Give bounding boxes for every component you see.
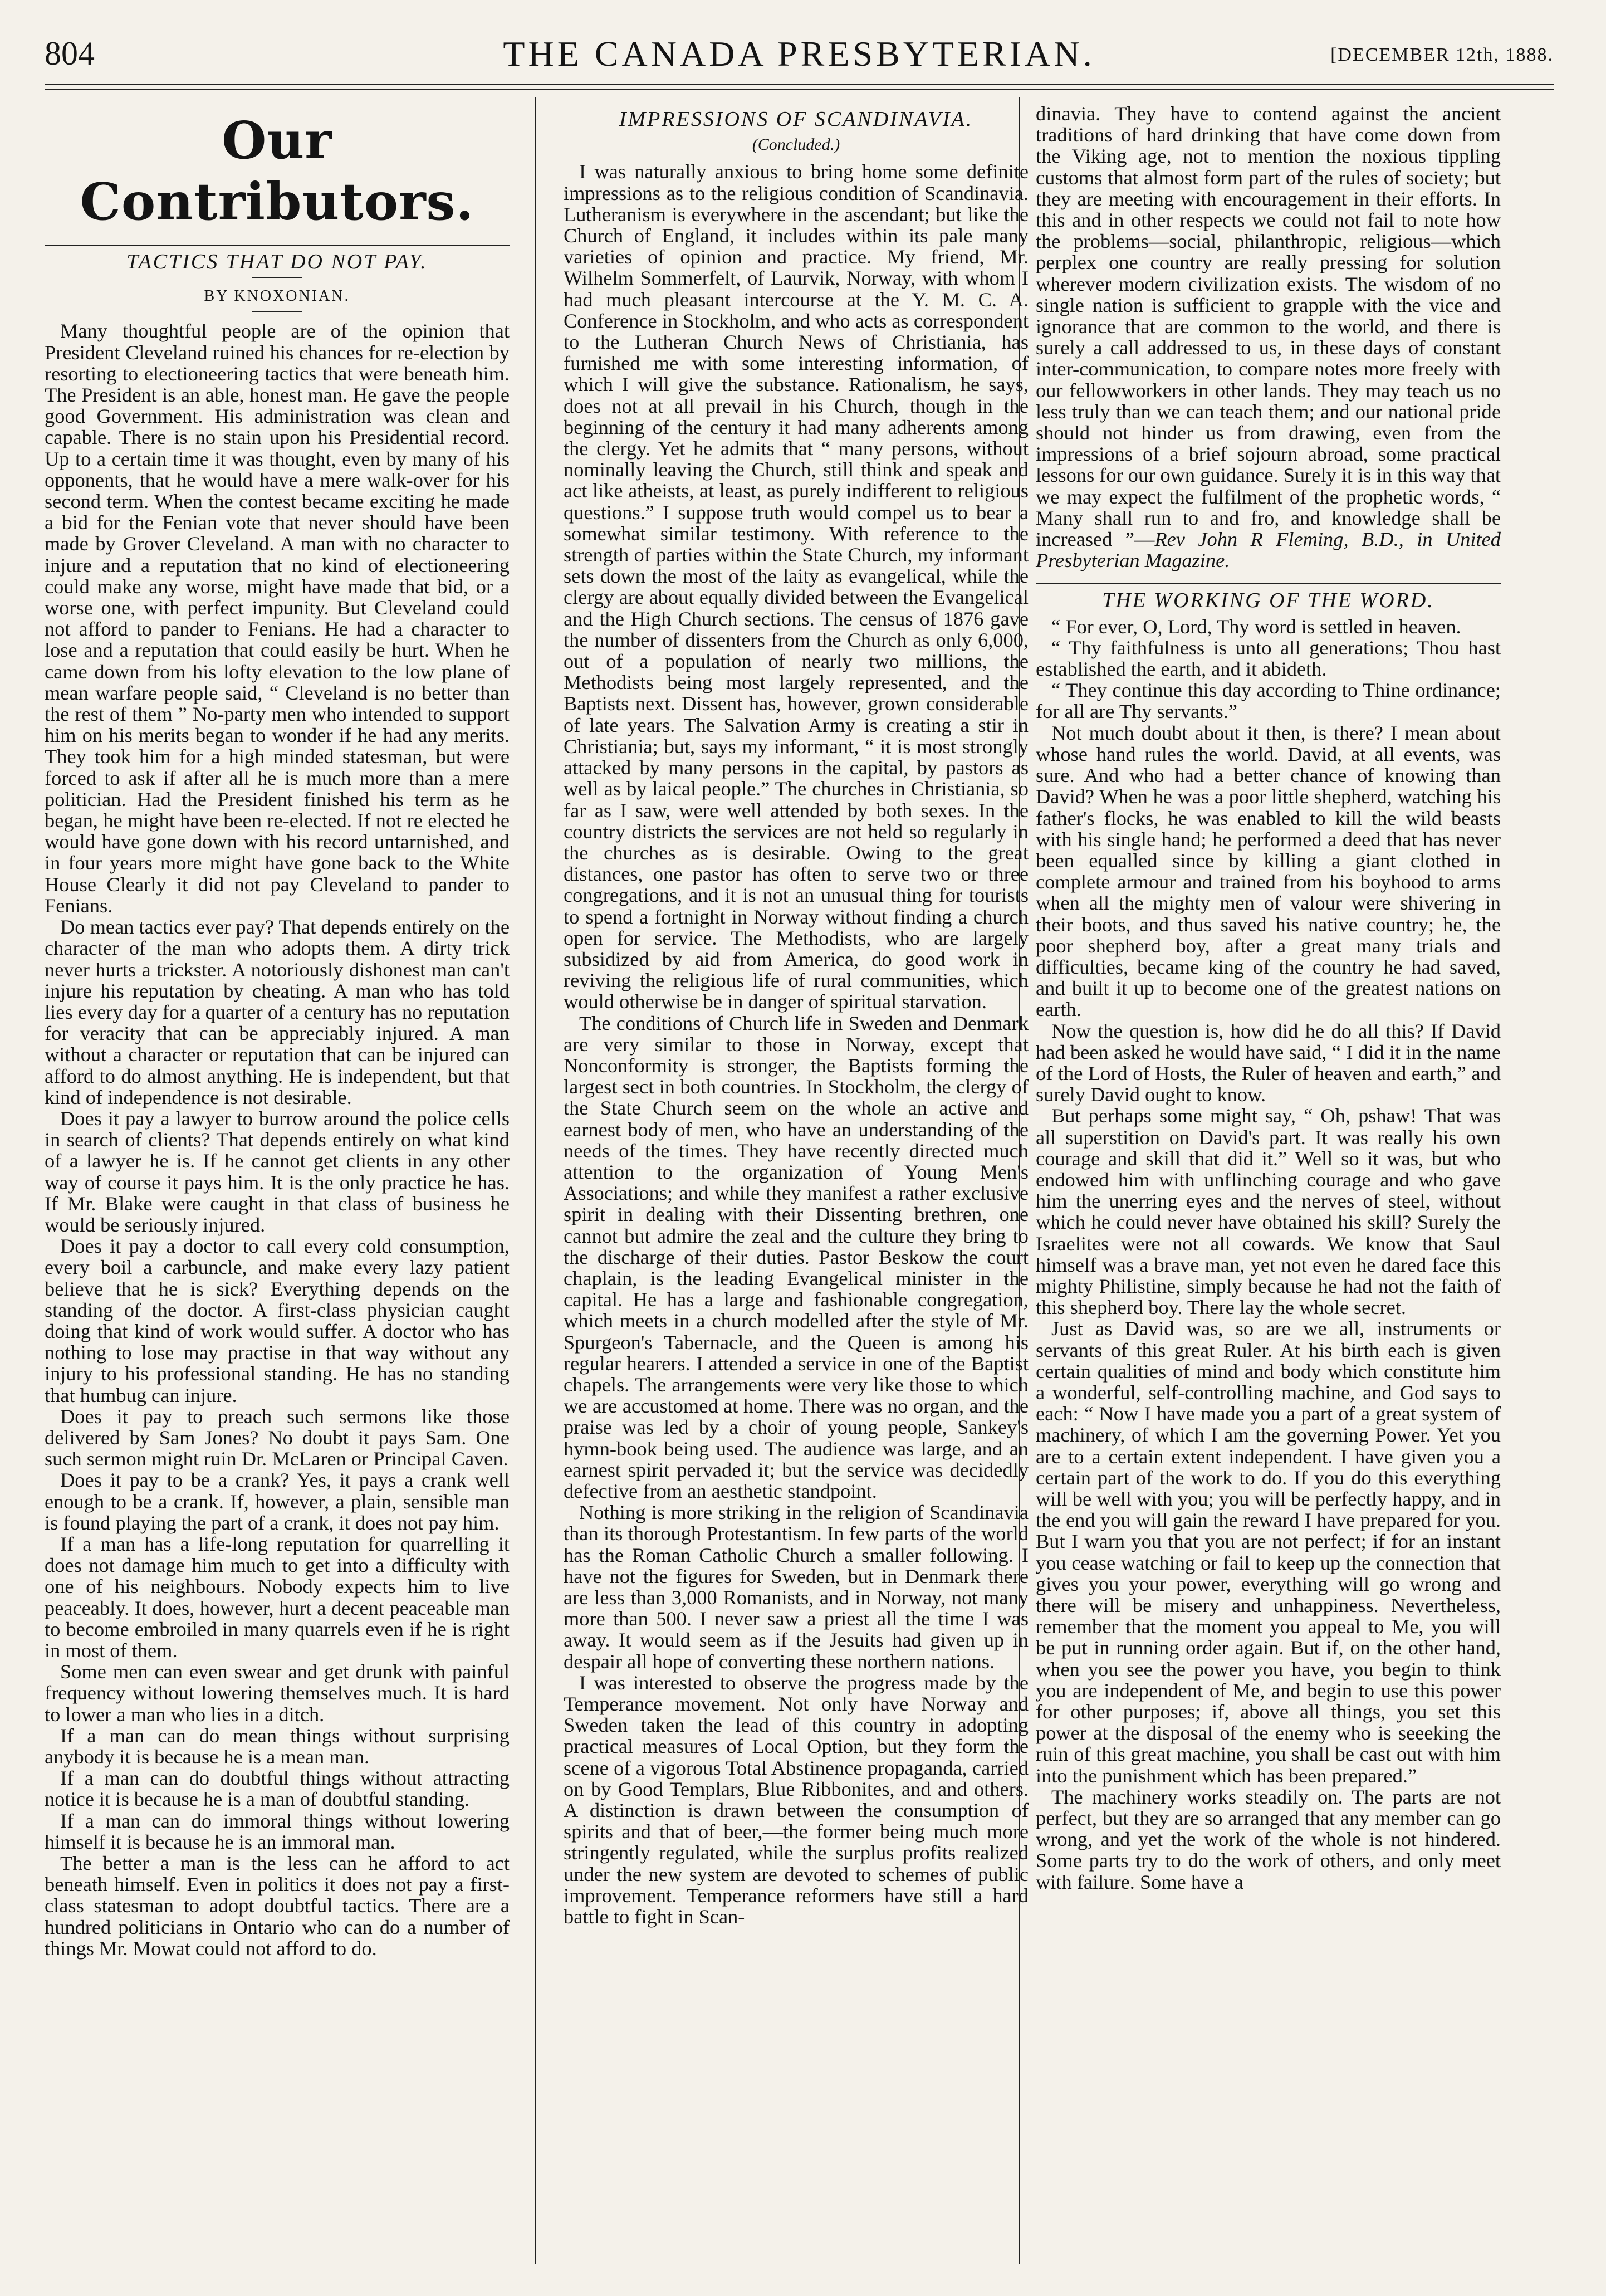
article-paragraph-continued (1036, 103, 1501, 571)
column-divider-1 (535, 97, 536, 2264)
article-paragraph: Now the question is, how did he do all this? If David had been asked he would have said, “ I did it in the name of the Lord of Hosts, the Ruler of heaven and earth,” and surely David ought to know. (1036, 1019, 1501, 1106)
article-paragraph: The better a man is the less can he afford to act beneath himself. Even in politics it does not pay a first-class statesman to adopt doubtful tactics. There are a hundred politicians in Ontario who can do a number of things Mr. Mowat could not afford to do. (45, 1852, 510, 1960)
section-title: Our Contributors. (80, 110, 474, 232)
article-title-scandinavia: IMPRESSIONS OF SCANDINAVIA. (619, 108, 973, 131)
article-title-tactics: TACTICS THAT DO NOT PAY. (126, 250, 428, 273)
article-paragraph: Do mean tactics ever pay? That depends entirely on the character of the man who adopts them. A dirty trick never hurts a trickster. A notoriously dishonest man can't injure his reputation by cheating. A man who has told lies every day for a quarter of a century has no reputation for veracity that can be appreciably injured. A man without a character or reputation that can be injured can afford to do almost anything. He is independent, but that kind of independence is not desirable. (45, 916, 510, 1108)
article-paragraph: I was naturally anxious to bring home some definite impressions as to the religious condition of Scandinavia. Lutheranism is everywhere in the ascendant; but like the Church of England, it includes within its pale many varieties of opinion and practice. My friend, Mr. Wilhelm Sommerfelt, of Laurvik, Norway, with whom I had much pleasant intercourse at the Y. M. C. A. Conference in Stockholm, and who acts as correspondent to the Lutheran Church News of Christiania, has furnished me with some interesting information, of which I will give the substance. Rationalism, he says, does not at all prevail in his Church, though in the beginning of the century it had many adherents among the clergy. Yet he admits that “ many persons, without nominally leaving the Church, still think and speak and act like atheists, at least, as purely indifferent to religious questions.” I suppose truth would compel us to bear a somewhat similar testimony. With reference to the strength of parties within the State Church, my informant sets down the most of the laity as evangelical, while the clergy are about equally divided between the Evangelical and the High Church sections. The census of 1876 gave the number of dissenters from the Church as only 6,000, out of a population of nearly two millions, the Methodists being most largely represented, and the Baptists next. Dissent has, however, grown considerable of late years. The Salvation Army is creating a stir in Christiania; but, says my informant, “ it is most strongly attacked by many persons in the capital, by pastors as well as by laical people.” The churches in Christiania, so far as I saw, were well attended by both sexes. In the country districts the services are not held so regularly in the churches as is desirable. Owing to the great distances, one pastor has often to serve two or three congregations, and it is not an unusual thing for tourists to spend a fortnight in Norway without finding a church open for service. The Methodists, who are largely subsidized by aid from America, do good work in reviving the religious life of rural communities, which would otherwise be in danger of spiritual starvation. (564, 160, 1029, 1013)
article-citation: Rev John R Fleming, B.D., in United Presbyterian Magazine. (1036, 528, 1501, 572)
byline-rule (252, 311, 302, 312)
header-rule (45, 84, 1554, 85)
issue-date: [DECEMBER 12th, 1888. (1330, 45, 1554, 65)
article-paragraph: If a man can do mean things without surprising anybody it is because he is a mean man. (45, 1724, 510, 1769)
article-paragraph: “ For ever, O, Lord, Thy word is settled in heaven. (1051, 615, 1461, 638)
title-rule (252, 277, 302, 278)
header-rule-thin (45, 89, 1554, 90)
continued-text: dinavia. They have to contend against the ancient traditions of hard drinking that have come down from the Viking age, not to mention the noxious tippling customs that almost form part of the rules of society; but they are meeting with encouragement in their efforts. In this and in other respects we could not fail to note how the problems—social, philanthropic, religious—which perplex one country are really pressing for solution wherever modern civilization exists. The wisdom of no single nation is sufficient to grapple with the vice and ignorance that are common to the world, and there is surely a call addressed to us, in these days of constant inter-communication, to compare notes more freely with our fellowworkers in other lands. They may teach us no less truly than we can teach them; and our national pride should not hinder us from drawing, even from the impressions of a brief sojourn abroad, some practical lessons for our own guidance. Surely it is in this way that we may expect the fulfilment of the prophetic words, “ Many shall run to and fro, and knowledge shall be increased ”— (1036, 102, 1501, 551)
article-paragraph: Many thoughtful people are of the opinion that President Cleveland ruined his chances for re-election by resorting to electioneering tactics that were beneath him. The President is an able, honest man. He gave the people good Government. His administration was clean and capable. There is no stain upon his Presidential record. Up to a certain time it was thought, even by many of his opponents, that he would have a mere walk-over for his second term. When the contest became exciting he made a bid for the Fenian vote that never should have been made by Grover Cleveland. A man with no character to injure and a reputation that no kind of electioneering could make any worse, might have made that bid, or a worse one, with perfect impunity. But Cleveland could not afford to pander to Fenians. He had a character to lose and a reputation that could easily be hurt. When he came down from his lofty elevation to the low plane of mean warfare people said, “ Cleveland is no better than the rest of them ” No-party men who intended to support him on his merits began to wonder if he had any merits. They took him for a high minded statesman, but were forced to ask if after all he is much more than a mere politician. Had the President finished his term as he began, he might have been re-elected. If not re elected he would have gone down with his record untarnished, and in four years more might have gone back to the White House Clearly it did not pay Cleveland to pander to Fenians. (45, 320, 510, 917)
article-paragraph: The machinery works steadily on. The parts are not perfect, but they are so arranged that any member can go wrong, and yet the work of the whole is not hindered. Some parts try to do the work of others, and only meet with failure. Some have a (1036, 1785, 1501, 1893)
column-1 (45, 103, 510, 1959)
article-byline: BY KNOXONIAN. (204, 287, 350, 305)
article-separator (1036, 583, 1501, 584)
article-paragraph: Does it pay a lawyer to burrow around the police cells in search of clients? That depends entirely on what kind of a lawyer he is. If he cannot get clients in any other way of course it pays him. It is the only practice he has. If Mr. Blake were caught in that class of business he would be seriously injured. (45, 1107, 510, 1236)
article-paragraph: Does it pay to preach such sermons like those delivered by Sam Jones? No doubt it pays Sam. One such sermon might ruin Dr. McLaren or Principal Caven. (45, 1405, 510, 1471)
masthead-title: THE CANADA PRESBYTERIAN. (503, 34, 1095, 74)
article-paragraph: Does it pay a doctor to call every cold consumption, every boil a carbuncle, and make every lazy patient believe that he is sick? Everything depends on the standing of the doctor. A first-class physician caught doing that kind of work would suffer. A doctor who has nothing to lose may practise in that way without any injury to his professional standing. He has no standing that humbug can injure. (45, 1235, 510, 1406)
article-paragraph: Does it pay to be a crank? Yes, it pays a crank well enough to be a crank. If, however, a plain, sensible man is found playing the part of a crank, it does not pay him. (45, 1469, 510, 1534)
article-paragraph: Not much doubt about it then, is there? I mean about whose hand rules the world. David, at all events, was sure. And who had a better chance of knowing than David? When he was a poor little shepherd, watching his father's flocks, he was enabled to kill the wild beasts with his single hand; he performed a deed that has never been equalled since by killing a giant clothed in complete armour and trained from his boyhood to arms when all the mighty men of valour were shivering in their boots, and thus saved his native country; he, the poor shepherd boy, after a great many trials and difficulties, became king of the country he had saved, and built it up to become one of the greatest nations on earth. (1036, 721, 1501, 1021)
column-2 (564, 103, 1029, 1927)
article-paragraph: “ Thy faithfulness is unto all generations; Thou hast established the earth, and it abideth. (1036, 636, 1501, 681)
article-paragraph: If a man can do doubtful things without attracting notice it is because he is a man of doubtful standing. (45, 1767, 510, 1811)
article-paragraph: I was interested to observe the progress made by the Temperance movement. Not only have Norway and Sweden taken the lead of this country in adopting practical measures of Local Option, but they form the scene of a vigorous Total Abstinence propaganda, carried on by Good Templars, Blue Ribbonites, and and others. A distinction is drawn between the consumption of spirits and that of beer,—the former being much more stringently regulated, while the surplus profits realized under the new system are devoted to schemes of public improvement. Temperance reformers have still a hard battle to fight in Scan- (564, 1671, 1029, 1928)
page-number: 804 (45, 35, 95, 72)
article-paragraph: Nothing is more striking in the religion of Scandinavia than its thorough Protestantism. In few parts of the world has the Roman Catholic Church a smaller following. I have not the figures for Sweden, but in Denmark there are less than 3,000 Romanists, and in Norway, not many more than 500. I never saw a priest all the time I was away. It would seem as if the Jesuits had given up in despair all hope of converting these northern nations. (564, 1501, 1029, 1673)
article-title-word: THE WORKING OF THE WORD. (1102, 589, 1434, 613)
page-header (45, 29, 1554, 79)
article-paragraph: If a man has a life-long reputation for quarrelling it does not damage him much to get into a difficulty with one of his neighbours. Nobody expects him to live peaceably. It does, however, hurt a decent peaceable man to become embroiled in many quarrels even if he is right in most of them. (45, 1532, 510, 1662)
continued-note: (Concluded.) (752, 135, 840, 154)
article-paragraph: Just as David was, so are we all, instruments or servants of this great Ruler. At his birth each is given certain qualities of mind and body which constitute him a wonderful, self-controlling machine, and God says to each: “ Now I have made you a part of a great system of machinery, of which I am the governing Power. Yet you are to a certain extent independent. I have given you a certain part of the work to do. If you do this everything will be well with you; you will be perfectly happy, and in the end you will gain the reward I have prepared for you. But I warn you that you are not perfect; if for an instant you cease watching or fail to keep up the connection that gives you your power, everything will go wrong and there will be misery and unhappiness. Nevertheless, remember that the moment you appeal to Me, you will be put in running order again. But if, on the other hand, when you see the power you have, you begin to think you are independent of Me, and begin to use this power for other purposes; if, above all things, you set this power at the disposal of the enemy who is seeeking the ruin of this great machine, you shall be cast out with him into the punishment which has been prepared.” (1036, 1317, 1501, 1787)
article-paragraph: “ They continue this day according to Thine ordinance; for all are Thy servants.” (1036, 679, 1501, 723)
section-rule (45, 245, 510, 246)
article-paragraph: Some men can even swear and get drunk with painful frequency without lowering themselves much. It is hard to lower a man who lies in a ditch. (45, 1660, 510, 1726)
column-3 (1036, 103, 1501, 1893)
article-paragraph: But perhaps some might say, “ Oh, pshaw! That was all superstition on David's part. It was really his own courage and skill that did it.” Well so it was, but who endowed him with unflinching courage and who gave him the unerring eyes and the nerves of steel, without which he could never have obtained his skill? Surely the Israelites were not all cowards. We know that Saul himself was a brave man, yet not even he dared face this mighty Philistine, simply because he had not the faith of this shepherd boy. There lay the whole secret. (1036, 1105, 1501, 1319)
article-paragraph: The conditions of Church life in Sweden and Denmark are very similar to those in Norway, except that Nonconformity is stronger, the Baptists forming the largest sect in both countries. In Stockholm, the clergy of the State Church seem on the whole an active and earnest body of men, who have an understanding of the needs of the times. They have recently directed much attention to the organization of Young Men's Associations; and while they manifest a rather exclusive spirit in dealing with their Dissenting brethren, one cannot but admire the zeal and the culture they bring to the discharge of their duties. Pastor Beskow the court chaplain, is the leading Evangelical minister in the capital. He has a large and fashionable congregation, which meets in a church modelled after the style of Mr. Spurgeon's Tabernacle, and the Queen is among his regular hearers. I attended a service in one of the Baptist chapels. The arrangements were very like those to which we are accustomed at home. There was no organ, and the praise was led by a choir of young people, Sankey's hymn-book being used. The audience was large, and an earnest spirit pervaded it; but the service was decidedly defective from an aesthetic standpoint. (564, 1012, 1029, 1502)
article-paragraph: If a man can do immoral things without lowering himself it is because he is an immoral man. (45, 1809, 510, 1853)
